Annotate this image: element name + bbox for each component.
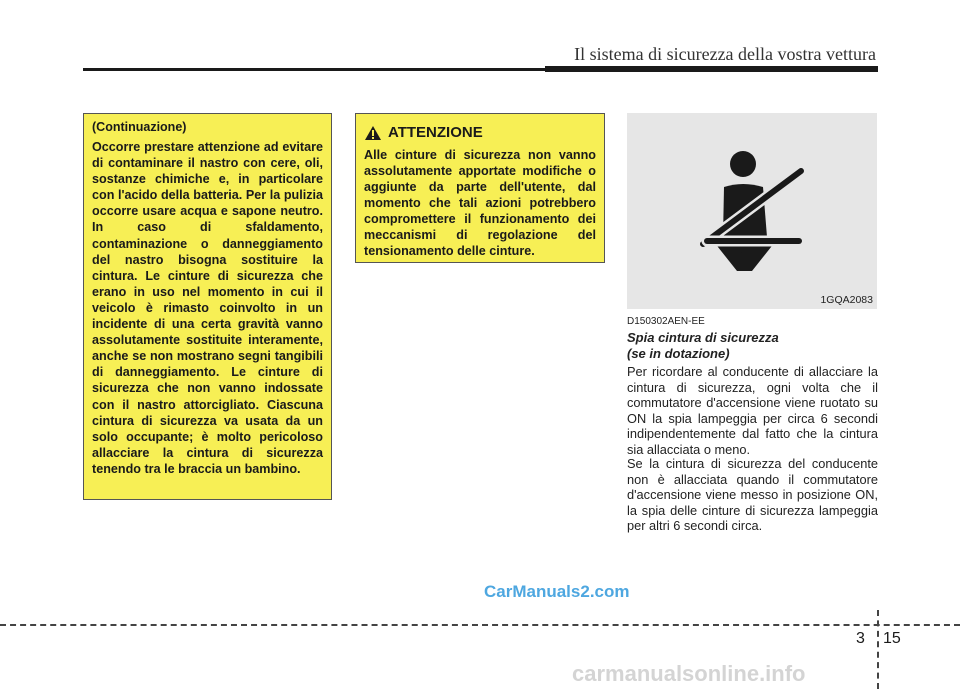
page-header-title: Il sistema di sicurezza della vostra vettura [574,44,876,64]
figure-code: 1GQA2083 [820,294,873,306]
seatbelt-icon [627,113,877,309]
section-paragraph-2: Se la cintura di sicurezza del conducente non è allacciata quando il commutatore d'accensione viene messo in posizione ON, la spia delle cinture di sicurezza lampeggia per altri 6 secondi circa. [627,456,878,533]
attention-header [364,124,596,141]
section-code: D150302AEN-EE [627,316,705,327]
section-title-line1: Spia cintura di sicurezza [627,330,779,345]
watermark-top: CarManuals2.com [484,582,630,601]
seatbelt-figure [627,113,877,309]
header-rule-thick [545,66,878,72]
footer-divider [877,610,879,689]
section-title [627,330,878,362]
continued-heading: (Continuazione) [92,120,187,134]
attention-box [355,113,605,263]
page-number: 15 [883,630,901,647]
continued-body: Occorre prestare attenzione ad evitare di contaminare il nastro con cere, oli, sostanze chimiche e, in particolare con l'acido della batteria. Per la pulizia occorre usare acqua e sapone neutro. In caso di sfaldamento, contaminazione o danneggiamento del nastro bisogna sostituire la cintura. Le cinture di sicurezza che erano in uso nel momento in cui il veicolo è rimasto coinvolto in un incidente di una certa gravità vanno assolutamente sostituite interamente, anche se non mostrano segni tangibili di danneggiamento. Le cinture di sicurezza che non vanno indossate con il nastro attorcigliato. Ciascuna cintura di sicurezza va usata da un solo occupante; è molto pericoloso allacciare la cintura di sicurezza tenendo tra le braccia un bambino. [92,140,323,476]
attention-heading: ATTENZIONE [388,124,483,141]
section-title-line2: (se in dotazione) [627,346,730,361]
continued-warning-box [83,113,332,500]
attention-body: Alle cinture di sicurezza non vanno assolutamente apportate modifiche o aggiunte da parte dell'utente, dal momento che tali azioni potrebbero compromettere il funzionamento dei meccanismi di regolazione del tensionamento delle cinture. [364,148,596,258]
chapter-number: 3 [856,630,865,647]
section-paragraph-1: Per ricordare al conducente di allacciare la cintura di sicurezza, ogni volta che il commutatore d'accensione viene ruotato su ON la spia lampeggia per circa 6 secondi indipendentemente dal fatto che la cintura sia allacciata o meno. [627,364,878,457]
watermark-bottom: carmanualsonline.info [572,661,806,686]
warning-triangle-icon [364,125,382,141]
footer-rule [0,624,960,626]
